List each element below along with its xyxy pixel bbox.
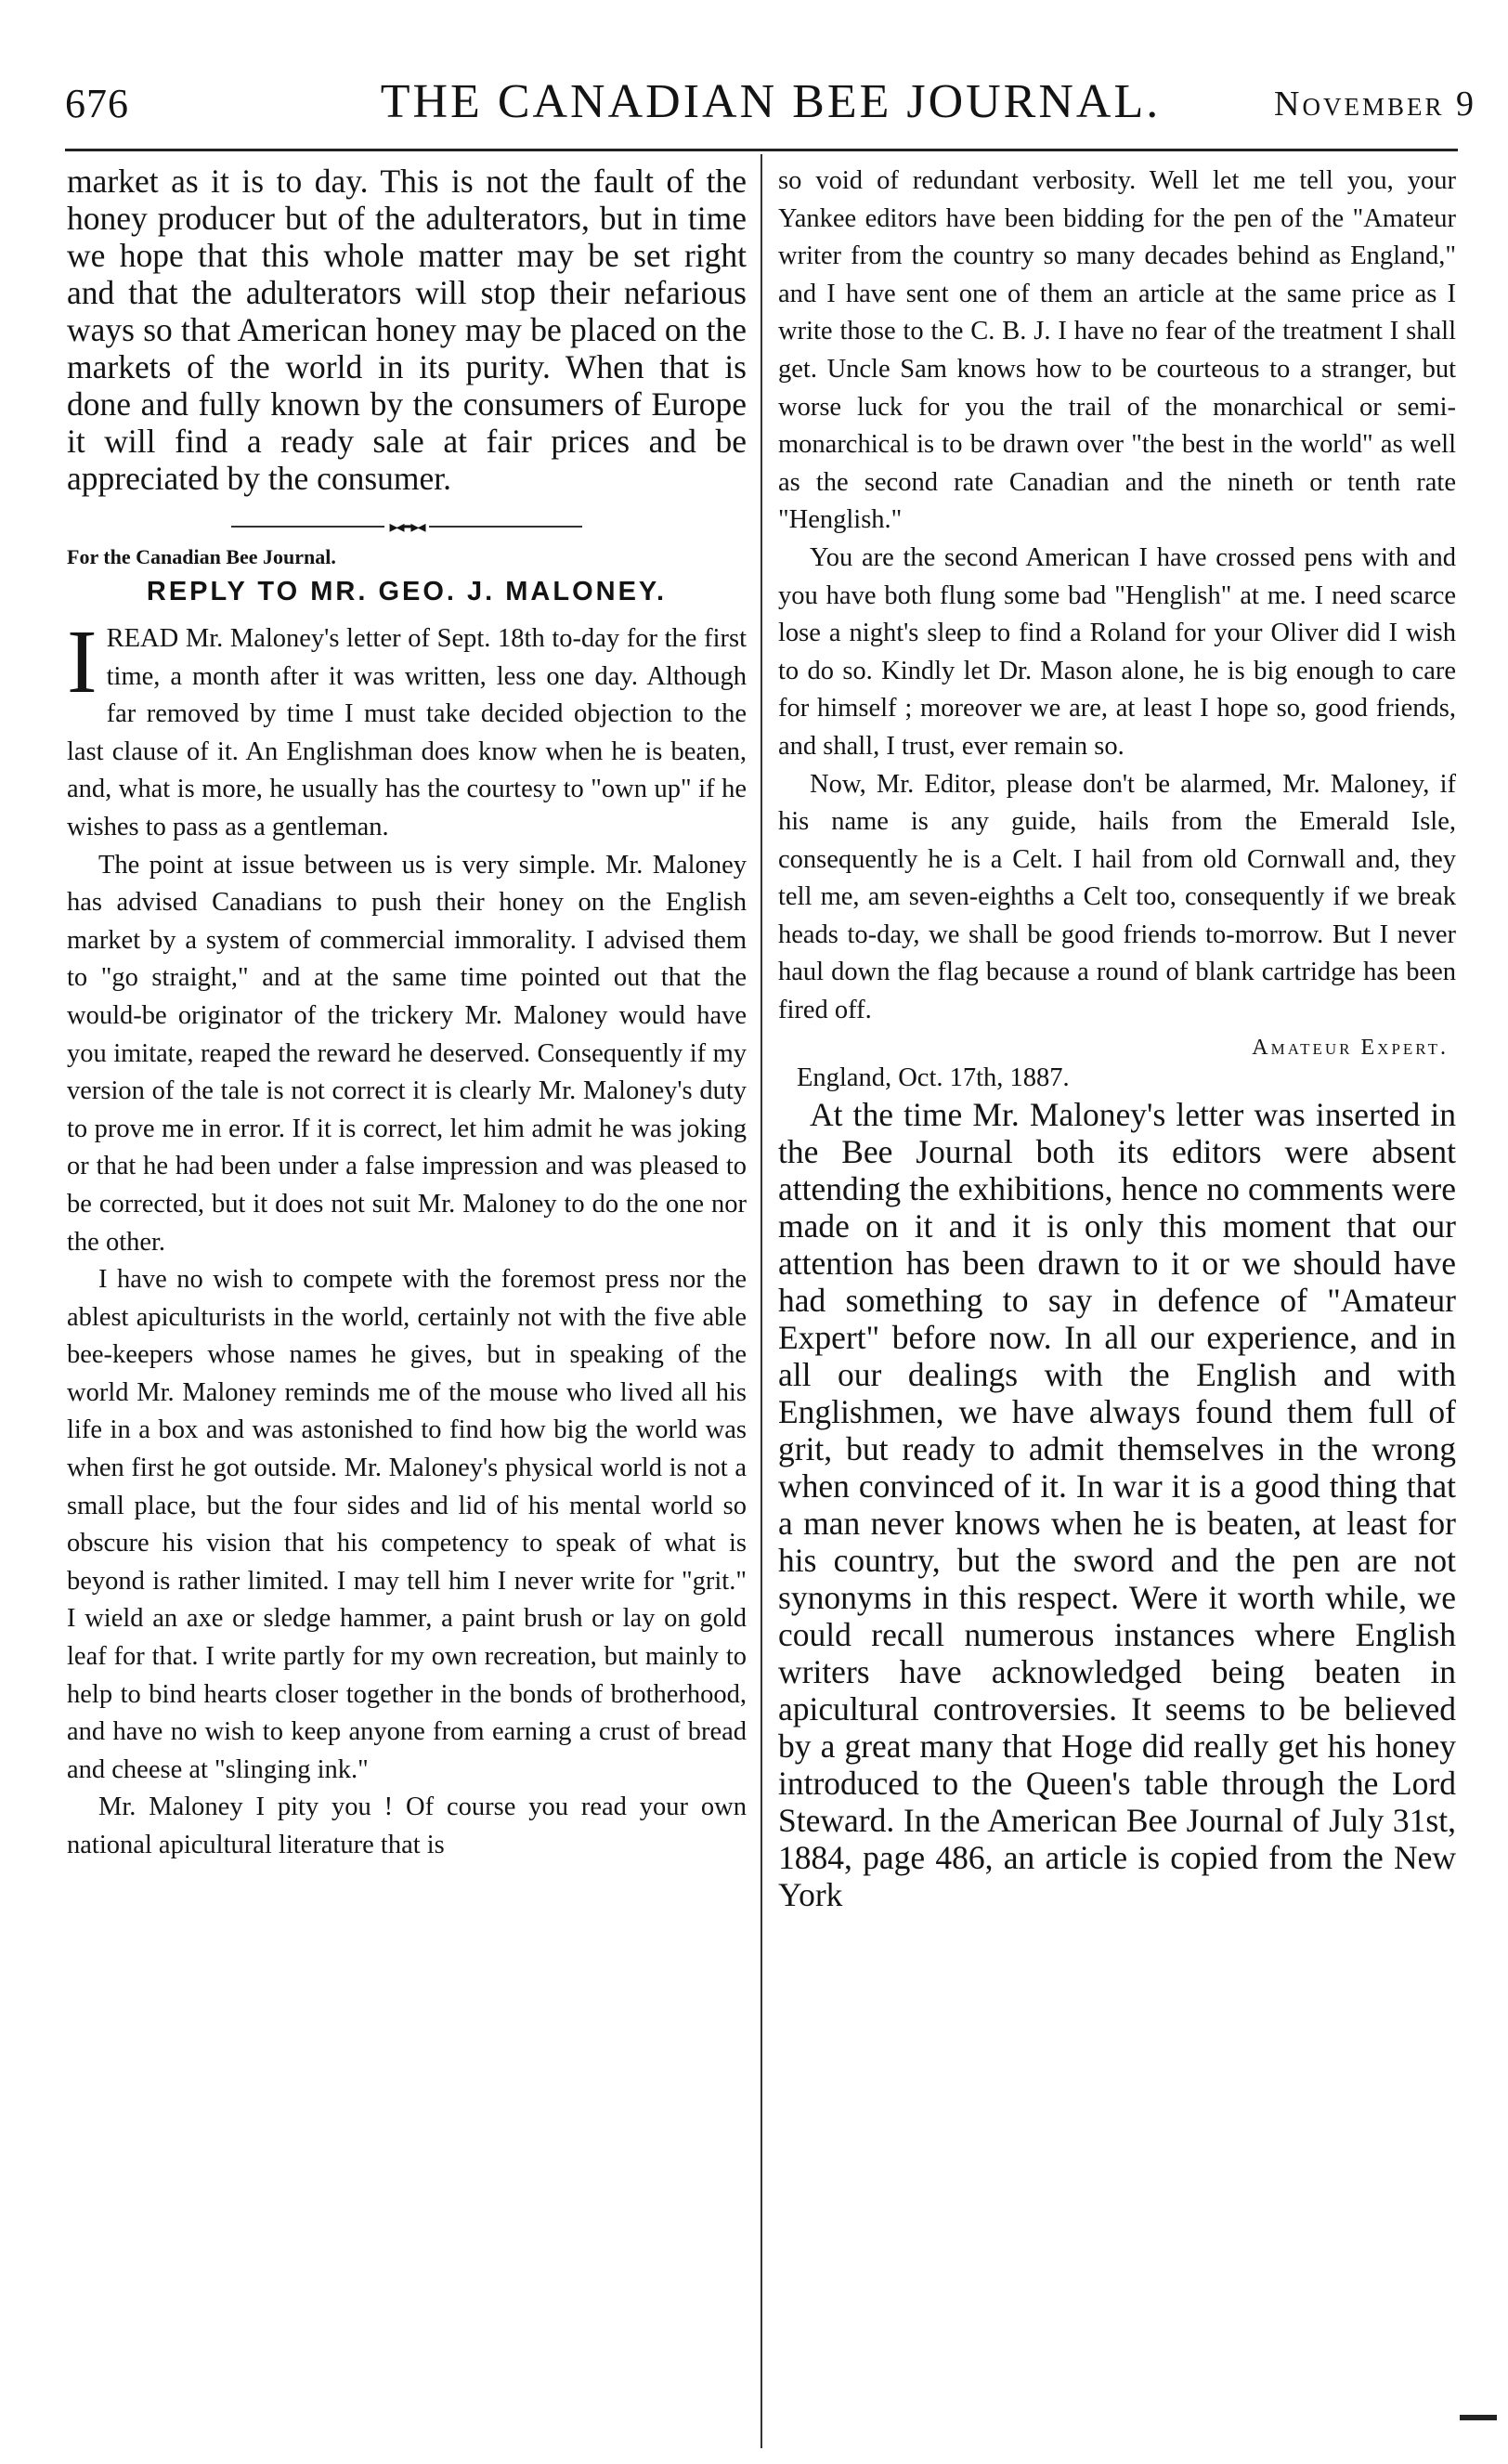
right-column (778, 163, 1456, 1913)
page-number: 676 (65, 81, 129, 126)
paragraph-7: Now, Mr. Editor, please don't be alarmed, Mr. Maloney, if his name is any guide, hails from the Emerald Isle, consequently he is a Celt. I hail from old Cornwall and, they tell me, am seven-eighths a Celt too, consequently if we break heads to-day, we shall be good friends to-morrow. But I never haul down the flag because a round of blank cartridge has been fired off. (778, 769, 1456, 1025)
page-edge-mark (1460, 2415, 1497, 2420)
article-heading: REPLY TO MR. GEO. J. MALONEY. (146, 577, 668, 606)
column-divider (760, 154, 762, 2448)
paragraph-1 (67, 612, 747, 847)
section-divider (67, 516, 747, 536)
page-header (65, 74, 1476, 139)
source-line: For the Canadian Bee Journal. (67, 545, 336, 568)
issue-date: November 9 (1274, 85, 1476, 124)
paragraph-2: The point at issue between us is very simple. Mr. Maloney has advised Canadians to push their honey on the English market by a system of commercial immorality. I advised them to "go straight," and at the same time pointed out that the would-be originator of the trickery Mr. Maloney would have you imitate, reaped the reward he deserved. Consequently if my version of the tale is not correct it is clearly Mr. Maloney's duty to prove me in error. If it is correct, let him admit he was joking or that he had been under a false impression and was pleased to be corrected, but it does not suit Mr. Maloney to do the one nor the other. (67, 850, 747, 1257)
left-column (67, 163, 747, 1865)
drop-cap: I (67, 612, 98, 712)
header-rule (65, 149, 1458, 151)
article-continuation: market as it is to day. This is not the fault of the honey producer but of the adulterators, but in time we hope that this whole matter may be set right and that the adulterators will stop their nefarious ways so that American honey may be placed on the markets of the world in its purity. When that is done and fully known by the consumers of Europe it will find a ready sale at fair prices and be appreciated by the consumer. (67, 163, 747, 497)
journal-title: THE CANADIAN BEE JOURNAL. (380, 75, 1162, 128)
author-signature: Amateur Expert. (1252, 1035, 1449, 1060)
editorial-note: At the time Mr. Maloney's letter was inserted in the Bee Journal both its editors were absent attending the exhibitions, hence no comments were made on it and it is only this moment that our attention has been drawn to it or we should have had something to say in defence of "Amateur Expert" before now. In all our experience, and in all our dealings with the English and with Englishmen, we have always found them full of grit, but ready to admit themselves in the wrong when convinced of it. In war it is a good thing that a man never knows when he is beaten, at least for his country, but the sword and the pen are not synonyms in this respect. Were it worth while, we could recall numerous instances where English writers have acknowledged being beaten in apicultural controversies. It seems to be believed by a great many that Hoge did really get his honey introduced to the Queen's table through the Lord Steward. In the American Bee Journal of July 31st, 1884, page 486, an article is copied from the New York (778, 1095, 1456, 1913)
paragraph-3: I have no wish to compete with the foremost press nor the ablest apiculturists in the world, certainly not with the five able bee-keepers whose names he gives, but in speaking of the world Mr. Maloney reminds me of the mouse who lived all his life in a box and was astonished to find how big the world was when first he got outside. Mr. Maloney's physical world is not a small place, but the four sides and lid of his mental world so obscure his vision that his competency to speak of what is beyond is rather limited. I may tell him I never write for "grit." I wield an axe or sledge hammer, a paint brush or lay on gold leaf for that. I write partly for my own recreation, but mainly to help to bind hearts closer together in the bonds of brotherhood, and have no wish to keep anyone from earning a crust of bread and cheese at "slinging ink." (67, 1265, 747, 1784)
paragraph-6: You are the second American I have crossed pens with and you have both flung some bad "Henglish" at me. I need scarce lose a night's sleep to find a Roland for your Oliver did I wish to do so. Kindly let Dr. Mason alone, he is big enough to care for himself ; moreover we are, at least I hope so, good friends, and shall, I trust, ever remain so. (778, 542, 1456, 761)
paragraph-1-text: READ Mr. Maloney's letter of Sept. 18th to-day for the first time, a month after it was written, less one day. Although far removed by time I must take decided objection to the last clause of it. An Englishman does know when he is beaten, and, what is more, he usually has the courtesy to "own up" if he wishes to pass as a gentleman. (67, 624, 747, 841)
letter-dateline: England, Oct. 17th, 1887. (797, 1063, 1070, 1092)
paragraph-4: Mr. Maloney I pity you ! Of course you read your own national apicultural literature that is (67, 1793, 747, 1859)
divider-ornament: ▸◂━▸◂ (389, 516, 424, 536)
divider-line-right (429, 526, 582, 528)
divider-line-left (231, 526, 384, 528)
paragraph-5: so void of redundant verbosity. Well let me tell you, your Yankee editors have been bidding for the pen of the "Amateur writer from the country so many decades behind as England," and I have sent one of them an article at the same price as I write those to the C. B. J. I have no fear of the treatment I shall get. Uncle Sam knows how to be courteous to a stranger, but worse luck for you the trail of the monarchical or semi-monarchical is to be drawn over "the best in the world" as well as the second rate Canadian and the nineth or tenth rate "Henglish." (778, 166, 1456, 535)
